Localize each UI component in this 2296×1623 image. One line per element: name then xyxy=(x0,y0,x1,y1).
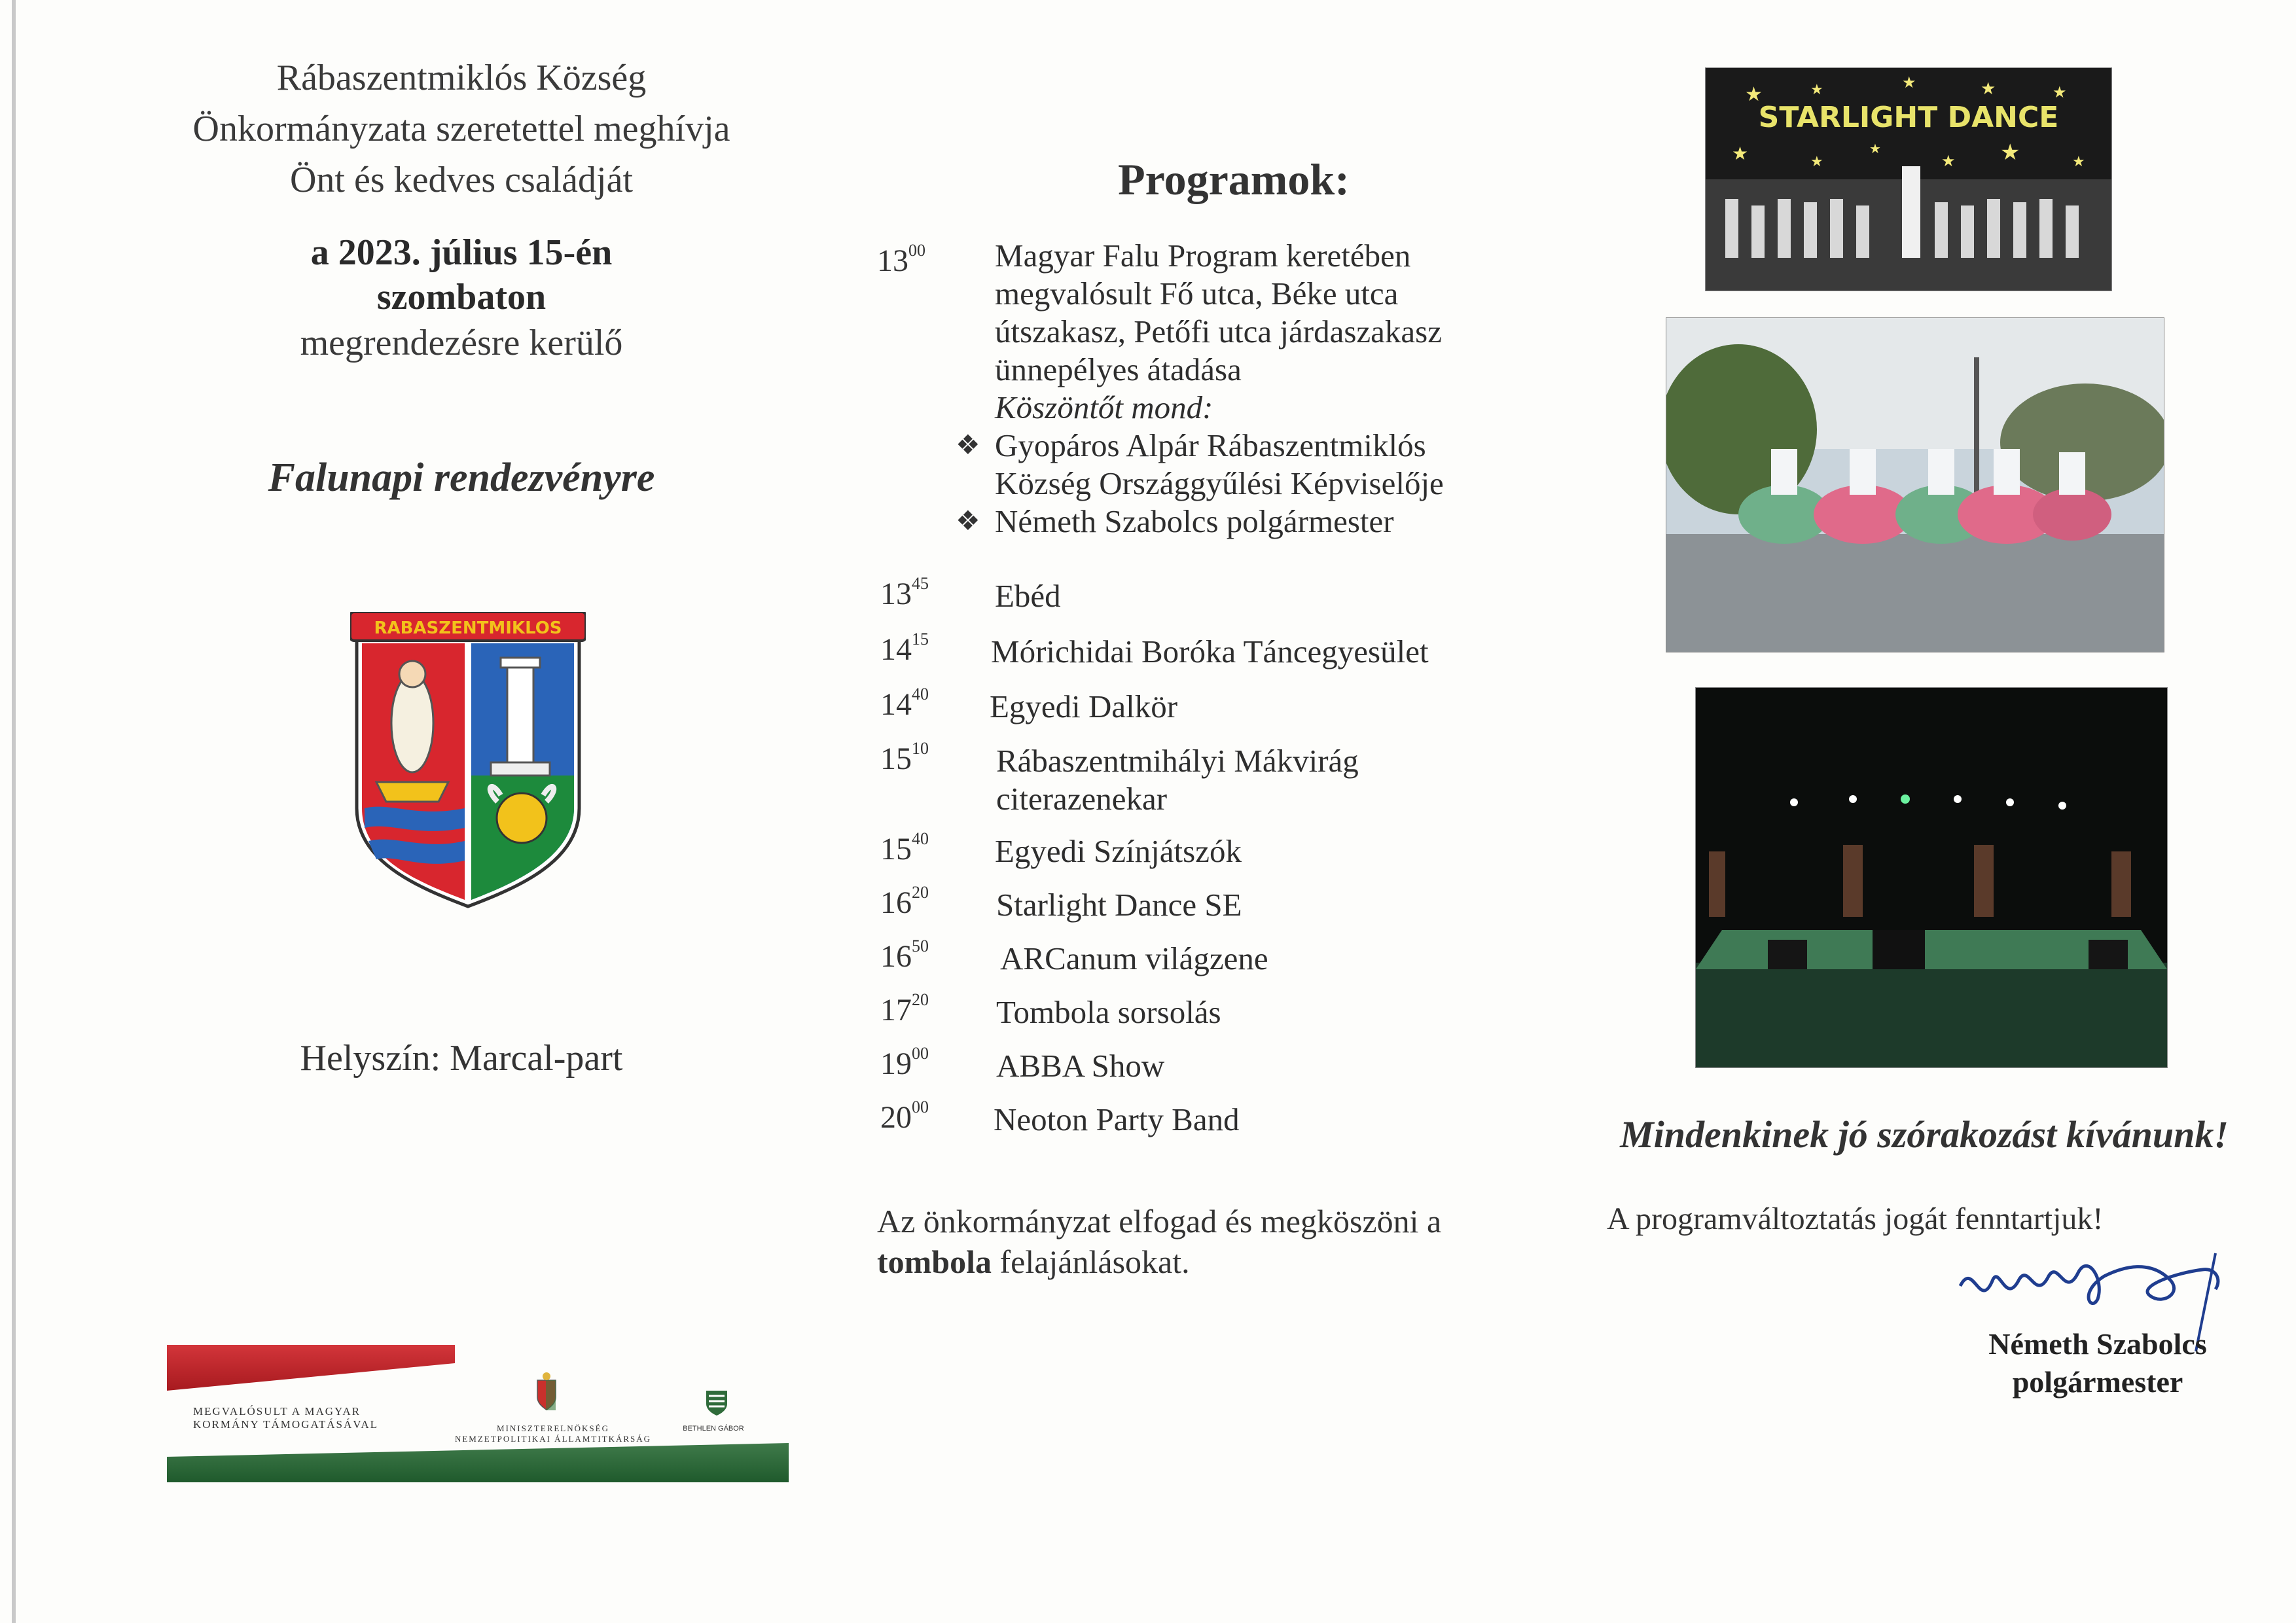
note-line-1: Az önkormányzat elfogad és megköszöni a xyxy=(877,1203,1442,1240)
program-item-title xyxy=(991,633,1619,671)
program-item-title xyxy=(1000,940,1628,978)
intro-line-2: Önkormányzata szeretettel meghívja xyxy=(192,109,730,149)
date-line-1: a 2023. július 15-én xyxy=(310,232,613,273)
speaker-1-line-1: Gyopáros Alpár Rábaszentmiklós xyxy=(995,427,1426,463)
program-item-title-line: Egyedi Dalkör xyxy=(990,688,1178,724)
svg-text:★: ★ xyxy=(1732,143,1749,164)
svg-text:★: ★ xyxy=(2000,139,2020,166)
program-time xyxy=(880,831,929,867)
note-line-2 xyxy=(877,1241,1545,1282)
program-item-title-line: Egyedi Színjátszók xyxy=(995,833,1242,869)
program-item-title-line: Neoton Party Band xyxy=(994,1101,1240,1137)
speaker-1-line-2: Község Országgyűlési Képviselője xyxy=(995,465,1444,501)
crest-banner-text: RABASZENTMIKLOS xyxy=(374,618,562,638)
svg-text:★: ★ xyxy=(1745,83,1763,106)
svg-text:★: ★ xyxy=(1810,154,1823,170)
time-minute: 20 xyxy=(912,883,929,902)
note-bold-word: tombola xyxy=(877,1243,992,1280)
support-banner-red-stripe xyxy=(167,1345,455,1391)
program-item-title xyxy=(996,993,1624,1031)
opening-line-3: útszakasz, Petőfi utca járdaszakasz xyxy=(995,313,1442,349)
event-name: Falunapi rendezvényre xyxy=(268,455,655,500)
time-minute: 15 xyxy=(912,630,929,649)
date-line-3: megrendezésre kerülő xyxy=(300,323,623,363)
time-hour: 17 xyxy=(880,993,912,1027)
change-reservation-note: A programváltoztatás jogát fenntartjuk! xyxy=(1607,1202,2104,1236)
program-item-title xyxy=(994,1101,1622,1139)
date-line-2: szombaton xyxy=(376,277,547,317)
government-support-banner xyxy=(167,1345,789,1489)
svg-text:★: ★ xyxy=(2072,154,2085,170)
opening-line-4: ünnepélyes átadása xyxy=(995,351,1242,387)
intro-line-1: Rábaszentmiklós Község xyxy=(276,58,647,98)
signer-name: Németh Szabolcs xyxy=(1988,1327,2207,1361)
program-time xyxy=(880,885,929,921)
signer-title: polgármester xyxy=(2012,1365,2183,1399)
program-item-title-line: Ebéd xyxy=(995,578,1061,614)
village-coat-of-arms xyxy=(350,612,586,910)
time-minute: 45 xyxy=(912,574,929,593)
time-minute: 00 xyxy=(912,1044,929,1063)
time-minute: 40 xyxy=(912,685,929,704)
time-hour: 16 xyxy=(880,885,912,920)
time-minute: 20 xyxy=(912,990,929,1009)
program-item-title xyxy=(996,742,1624,818)
time-minute: 00 xyxy=(908,241,925,260)
location: Helyszín: Marcal-part xyxy=(300,1038,623,1079)
program-time xyxy=(880,576,929,612)
greeting-label: Köszöntőt mond: xyxy=(995,389,1213,425)
time-hour: 19 xyxy=(880,1046,912,1081)
bullet-icon: ❖ xyxy=(956,431,980,461)
bullet-icon: ❖ xyxy=(956,507,980,537)
program-item-title-line: Rábaszentmihályi Mákvirág xyxy=(996,743,1359,779)
program-time xyxy=(880,992,929,1028)
program-item-title-line: citerazenekar xyxy=(996,781,1168,817)
program-title: Programok: xyxy=(1118,154,1350,204)
opening-line-2: megvalósult Fő utca, Béke utca xyxy=(995,276,1399,312)
program-time xyxy=(880,1046,929,1082)
photo-caption: STARLIGHT DANCE xyxy=(1758,101,2059,134)
fund-name: BETHLEN GÁBOR xyxy=(683,1425,744,1433)
svg-text:★: ★ xyxy=(1810,82,1823,98)
time-minute: 40 xyxy=(912,829,929,848)
event-date xyxy=(131,230,792,319)
svg-text:★: ★ xyxy=(1941,152,1956,170)
time-hour: 13 xyxy=(877,243,908,278)
program-time xyxy=(880,741,929,777)
time-hour: 20 xyxy=(880,1100,912,1135)
time-minute: 50 xyxy=(912,936,929,955)
note-line-2-rest: felajánlásokat. xyxy=(992,1243,1190,1280)
speaker-2: Németh Szabolcs polgármester xyxy=(995,503,1394,539)
starlight-dance-photo xyxy=(1705,67,2112,291)
time-minute: 10 xyxy=(912,739,929,758)
concert-stage-photo xyxy=(1695,687,2168,1068)
program-time xyxy=(880,632,929,668)
program-item-title-line: Mórichidai Boróka Táncegyesület xyxy=(991,633,1429,669)
program-time xyxy=(880,1099,929,1135)
program-item-title xyxy=(995,577,1623,615)
program-item-title xyxy=(990,688,1618,726)
program-item-title xyxy=(995,832,1623,870)
ministry-text xyxy=(445,1423,661,1444)
raffle-note xyxy=(877,1201,1545,1282)
support-banner-green-stripe xyxy=(167,1443,789,1482)
hungary-crest-icon xyxy=(533,1371,560,1412)
program-time xyxy=(880,938,929,974)
intro-line-3: Önt és kedves családját xyxy=(289,160,634,200)
signer-block xyxy=(1960,1325,2235,1401)
program-item-title-line: Starlight Dance SE xyxy=(996,887,1242,923)
ministry-line-1: MINISZTERELNÖKSÉG xyxy=(497,1423,609,1433)
folk-dance-photo xyxy=(1666,317,2164,652)
ministry-line-2: NEMZETPOLITIKAI ÁLLAMTITKÁRSÁG xyxy=(454,1434,652,1444)
svg-text:★: ★ xyxy=(1902,73,1916,92)
svg-text:★: ★ xyxy=(2053,83,2067,101)
program-time xyxy=(877,236,925,280)
program-item-title-line: ARCanum világzene xyxy=(1000,940,1268,976)
bethlen-gabor-logo-icon xyxy=(704,1384,730,1417)
program-item-title xyxy=(996,886,1624,924)
invitation-intro xyxy=(131,52,792,205)
opening-line-1: Magyar Falu Program keretében xyxy=(995,238,1411,274)
time-minute: 00 xyxy=(912,1097,929,1116)
time-hour: 16 xyxy=(880,939,912,974)
program-item-title-line: ABBA Show xyxy=(996,1048,1165,1084)
page-left-edge xyxy=(12,0,16,1623)
svg-text:★: ★ xyxy=(1981,79,1996,99)
time-hour: 14 xyxy=(880,632,912,667)
program-item-title-line: Tombola sorsolás xyxy=(996,994,1221,1030)
time-hour: 13 xyxy=(880,577,912,611)
closing-greeting: Mindenkinek jó szórakozást kívánunk! xyxy=(1620,1113,2229,1156)
program-item-title xyxy=(996,1047,1624,1085)
svg-text:★: ★ xyxy=(1869,141,1881,156)
support-text: MEGVALÓSULT A MAGYAR KORMÁNY TÁMOGATÁSÁVAL xyxy=(193,1405,379,1431)
opening-description xyxy=(995,237,1623,541)
time-hour: 15 xyxy=(880,741,912,776)
program-time xyxy=(880,687,929,722)
time-hour: 14 xyxy=(880,687,912,722)
time-hour: 15 xyxy=(880,832,912,866)
